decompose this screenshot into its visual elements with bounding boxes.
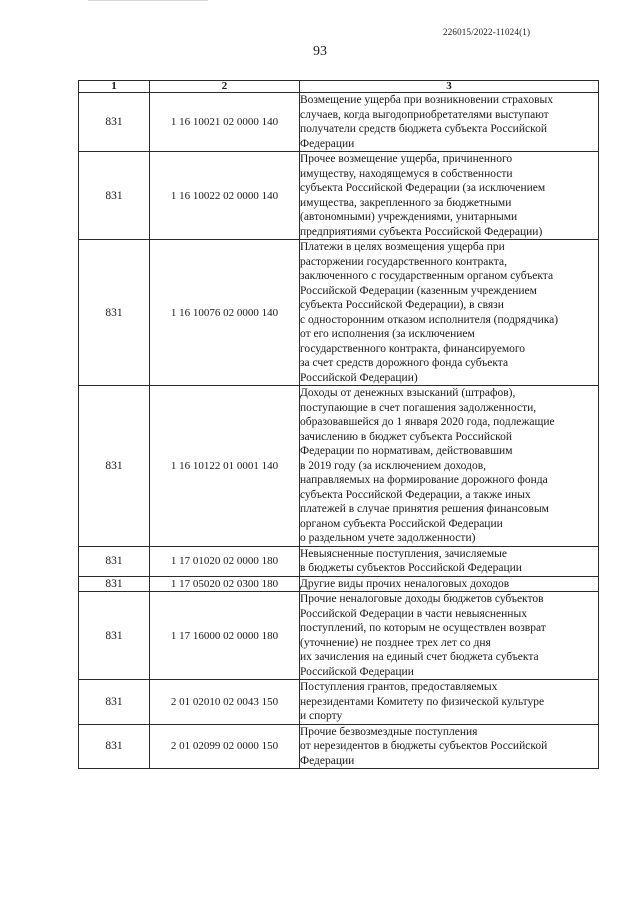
description-line: (автономными) учреждениями, унитарными	[300, 211, 518, 223]
description-line: получатели средств бюджета субъекта Российской	[300, 123, 547, 135]
description-line: Поступления грантов, предоставляемых	[300, 681, 498, 693]
description-line: расторжении государственного контракта,	[300, 255, 507, 268]
description-line: Другие виды прочих неналоговых доходов	[300, 577, 510, 590]
description-line: (уточнение) не позднее трех лет со дня	[300, 636, 491, 649]
description-cell	[300, 93, 599, 152]
description-line: в 2019 году (за исключением доходов,	[300, 459, 486, 472]
budget-code-cell: 1 17 16000 02 0000 180	[150, 592, 300, 680]
description-cell	[300, 592, 599, 680]
table-row	[79, 546, 599, 576]
table-row	[79, 680, 599, 725]
table-row	[79, 240, 599, 386]
budget-code-cell: 1 16 10122 01 0001 140	[150, 386, 300, 547]
description-line: с односторонним отказом исполнителя (подрядчика)	[300, 313, 559, 326]
description-line: предприятиями субъекта Российской Федерации)	[300, 225, 543, 238]
document-id: 226015/2022-11024(1)	[443, 27, 531, 37]
table-row	[79, 724, 599, 769]
description-line: их зачисления на единый счет бюджета субъекта	[300, 651, 539, 663]
description-cell	[300, 546, 599, 576]
description-line: о раздельном учете задолженности)	[300, 532, 476, 544]
description-line: государственного контракта, финансируемого	[300, 342, 526, 355]
description-line: поступлений, по которым не осуществлен возврат	[300, 622, 546, 634]
description-line: случаев, когда выгодоприобретателями выступают	[300, 108, 549, 121]
admin-code-cell: 831	[79, 386, 150, 547]
description-line: Федерации по нормативам, действовавшим	[300, 445, 513, 457]
admin-code-cell: 831	[79, 546, 150, 576]
revenue-codes-table	[78, 80, 599, 769]
admin-code-cell: 831	[79, 576, 150, 592]
description-line: органом субъекта Российской Федерации	[300, 517, 503, 530]
table-row	[79, 576, 599, 592]
budget-code-cell: 1 16 10076 02 0000 140	[150, 240, 300, 386]
description-line: имущества, закрепленного за бюджетными	[300, 196, 512, 209]
table-row	[79, 592, 599, 680]
description-cell	[300, 680, 599, 725]
column-header-3: 3	[300, 81, 599, 93]
column-header-1: 1	[79, 81, 150, 93]
description-line: в бюджеты субъектов Российской Федерации	[300, 562, 522, 574]
admin-code-cell: 831	[79, 592, 150, 680]
description-line: Доходы от денежных взысканий (штрафов),	[300, 387, 516, 399]
budget-code-cell: 1 17 05020 02 0300 180	[150, 576, 300, 592]
description-line: Российской Федерации	[300, 665, 414, 678]
description-line: от нерезидентов в бюджеты субъектов Российской	[300, 740, 548, 752]
description-line: имуществу, находящемуся в собственности	[300, 167, 513, 180]
table-row	[79, 386, 599, 547]
description-line: от его исполнения (за исключением	[300, 328, 475, 340]
description-line: за счет средств дорожного фонда субъекта	[300, 357, 509, 369]
description-line: образовавшейся до 1 января 2020 года, подлежащие	[300, 416, 555, 428]
table-row	[79, 152, 599, 240]
budget-code-cell: 2 01 02099 02 0000 150	[150, 724, 300, 769]
admin-code-cell: 831	[79, 152, 150, 240]
description-line: заключенного с государственным органом субъекта	[300, 270, 554, 282]
description-line: нерезидентами Комитету по физической культуре	[300, 695, 545, 708]
column-header-2: 2	[150, 81, 300, 93]
description-line: Платежи в целях возмещения ущерба при	[300, 241, 505, 253]
budget-code-cell: 1 16 10022 02 0000 140	[150, 152, 300, 240]
description-line: платежей в случае принятия решения финансовым	[300, 503, 549, 515]
budget-code-cell: 1 16 10021 02 0000 140	[150, 93, 300, 152]
admin-code-cell: 831	[79, 240, 150, 386]
scan-mark	[88, 0, 208, 3]
description-cell	[300, 152, 599, 240]
description-line: Прочие неналоговые доходы бюджетов субъектов	[300, 593, 544, 605]
admin-code-cell: 831	[79, 93, 150, 152]
admin-code-cell: 831	[79, 724, 150, 769]
description-line: Невыясненные поступления, зачисляемые	[300, 547, 507, 560]
description-line: и спорту	[300, 710, 343, 722]
description-line: Российской Федерации)	[300, 371, 418, 384]
budget-code-cell: 2 01 02010 02 0043 150	[150, 680, 300, 725]
description-line: субъекта Российской Федерации), в связи	[300, 299, 504, 311]
page-number: 93	[313, 44, 327, 59]
budget-code-cell: 1 17 01020 02 0000 180	[150, 546, 300, 576]
description-line: субъекта Российской Федерации (за исключением	[300, 182, 546, 194]
description-line: субъекта Российской Федерации, а также иных	[300, 488, 531, 501]
description-cell	[300, 240, 599, 386]
description-line: Прочее возмещение ущерба, причиненного	[300, 153, 513, 165]
admin-code-cell: 831	[79, 680, 150, 725]
description-line: Прочие безвозмездные поступления	[300, 725, 478, 738]
description-line: поступающие в счет погашения задолженности,	[300, 401, 537, 414]
description-line: Российской Федерации (казенным учреждением	[300, 284, 537, 297]
description-cell	[300, 386, 599, 547]
description-line: направляемых на формирование дорожного фонда	[300, 474, 548, 486]
description-line: Возмещение ущерба при возникновении страховых	[300, 94, 553, 106]
description-cell	[300, 576, 599, 592]
description-line: Федерации	[300, 754, 355, 767]
description-cell	[300, 724, 599, 769]
description-line: зачислению в бюджет субъекта Российской	[300, 430, 513, 443]
description-line: Федерации	[300, 137, 355, 150]
table-header-row	[79, 81, 599, 93]
table-row	[79, 93, 599, 152]
description-line: Российской Федерации в части невыясненных	[300, 607, 527, 620]
